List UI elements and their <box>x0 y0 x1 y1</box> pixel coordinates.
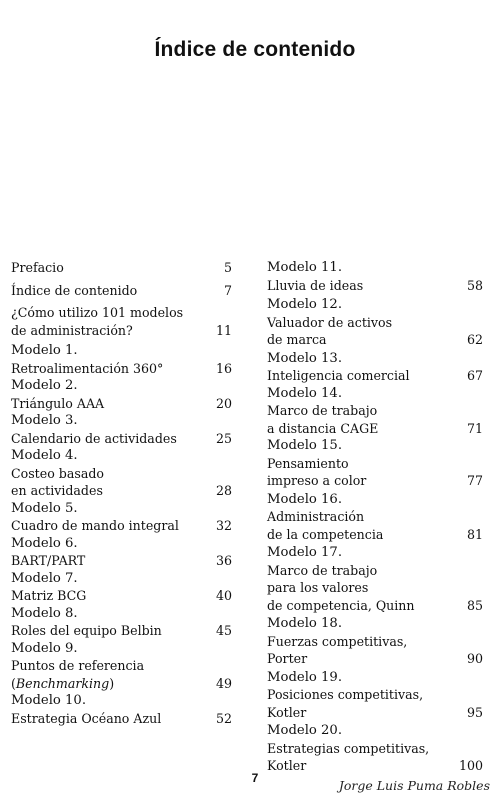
toc-entry <box>11 377 232 412</box>
toc-line <box>11 482 232 500</box>
toc-line <box>267 686 483 704</box>
page-ref: 100 <box>458 758 483 773</box>
page-number: 7 <box>251 771 259 785</box>
entry-title: de competencia, Quinn <box>267 597 415 613</box>
page-ref: 90 <box>466 651 483 666</box>
entry-title: Prefacio <box>11 260 64 275</box>
toc-entry <box>11 282 232 300</box>
page-ref: 28 <box>215 483 232 498</box>
toc-line <box>267 633 483 651</box>
entry-title: Valuador de activos <box>267 314 393 330</box>
entry-title: Calendario de actividades <box>11 430 177 446</box>
model-number: Modelo 2. <box>11 378 78 393</box>
page-ref: 71 <box>466 420 483 436</box>
entry-title: en actividades <box>11 483 103 498</box>
entry-title: Lluvia de ideas <box>267 277 364 293</box>
model-number: Modelo 12. <box>267 297 343 312</box>
model-number: Modelo 10. <box>11 693 87 708</box>
model-number: Modelo 18. <box>267 616 343 631</box>
toc-line <box>267 331 483 349</box>
model-number: Modelo 4. <box>11 448 78 463</box>
page-ref: 45 <box>215 623 232 638</box>
entry-title: para los valores <box>267 580 369 595</box>
entry-title: Fuerzas competitivas, <box>267 633 408 649</box>
entry-title: a distancia CAGE <box>267 420 379 436</box>
model-number: Modelo 15. <box>267 438 343 453</box>
page-ref: 52 <box>215 710 232 726</box>
toc-line <box>267 704 483 722</box>
entry-title: Matriz BCG <box>11 588 87 603</box>
toc-line <box>11 675 232 693</box>
page-ref: 11 <box>215 322 232 338</box>
paren-open: ( <box>11 675 16 691</box>
toc-line <box>267 455 483 473</box>
page-title: Índice de contenido <box>154 38 356 61</box>
toc-line <box>267 526 483 544</box>
toc-line <box>267 472 483 490</box>
page-ref: 25 <box>215 430 232 446</box>
author-name: Jorge Luis Puma Robles <box>338 778 490 793</box>
page-ref: 5 <box>223 260 232 275</box>
toc-entry <box>11 640 232 693</box>
page-ref: 16 <box>215 360 232 376</box>
toc-entry <box>267 350 483 385</box>
model-number: Modelo 14. <box>267 385 343 401</box>
toc-entry <box>11 570 232 605</box>
model-number: Modelo 5. <box>11 500 78 516</box>
entry-title: ¿Cómo utilizo 101 modelos <box>11 305 184 320</box>
toc-line <box>11 657 232 675</box>
model-number: Modelo 3. <box>11 413 78 428</box>
entry-title: Puntos de referencia <box>11 658 145 673</box>
toc-line <box>11 622 232 640</box>
toc-entry <box>267 259 483 294</box>
toc-entry <box>267 296 483 349</box>
toc-line <box>11 360 232 378</box>
toc-entry <box>11 304 232 339</box>
toc-entry <box>267 385 483 438</box>
toc-line <box>267 740 483 758</box>
toc-line <box>267 562 483 580</box>
page-ref: 49 <box>215 675 232 691</box>
toc-line <box>267 650 483 668</box>
toc-entry <box>11 342 232 377</box>
toc-line <box>11 282 232 300</box>
page-ref: 95 <box>466 704 483 720</box>
toc-entry <box>267 615 483 668</box>
model-number: Modelo 6. <box>11 535 78 551</box>
toc-line <box>11 587 232 605</box>
toc-line <box>267 597 483 615</box>
entry-title-italic: Benchmarking <box>15 675 110 691</box>
toc-line <box>11 710 232 728</box>
toc-line <box>267 277 483 295</box>
paren-close: ) <box>109 675 115 691</box>
toc-line <box>11 517 232 535</box>
toc-line <box>11 259 232 277</box>
entry-title: Roles del equipo Belbin <box>11 623 162 638</box>
toc-entry <box>267 491 483 544</box>
toc-entry <box>11 692 232 727</box>
page-ref: 40 <box>215 588 232 603</box>
toc-entry <box>11 605 232 640</box>
page-ref: 85 <box>466 597 483 613</box>
page-ref: 36 <box>215 553 232 568</box>
toc-line <box>11 304 232 322</box>
entry-title: de la competencia <box>267 526 384 542</box>
toc-line <box>267 579 483 597</box>
entry-title: Estrategias competitivas, <box>267 740 430 756</box>
model-number: Modelo 20. <box>267 723 343 738</box>
toc-line <box>11 322 232 340</box>
toc-line <box>267 314 483 332</box>
entry-title: Porter <box>267 651 308 666</box>
model-number: Modelo 17. <box>267 545 343 560</box>
entry-title: Inteligencia comercial <box>267 368 410 383</box>
toc-entry <box>11 447 232 500</box>
toc-entry <box>11 500 232 535</box>
toc-line <box>11 430 232 448</box>
page-ref: 20 <box>215 395 232 411</box>
toc-entry <box>267 669 483 722</box>
page-ref: 77 <box>466 473 483 488</box>
entry-title: BART/PART <box>11 553 86 568</box>
model-number: Modelo 16. <box>267 491 343 507</box>
toc-entry <box>11 259 232 277</box>
page-ref: 32 <box>215 518 232 533</box>
toc-entry <box>11 412 232 447</box>
entry-title: Pensamiento <box>267 455 349 471</box>
entry-title: Retroalimentación 360° <box>11 360 164 376</box>
toc-line <box>11 465 232 483</box>
model-number: Modelo 11. <box>267 260 343 275</box>
toc-line <box>267 420 483 438</box>
entry-title: Kotler <box>267 758 307 773</box>
model-number: Modelo 8. <box>11 605 78 621</box>
entry-title <box>11 675 114 693</box>
toc-column-right <box>267 259 483 775</box>
toc-line <box>267 367 483 385</box>
entry-title: Triángulo AAA <box>11 395 105 411</box>
toc-entry <box>267 437 483 490</box>
entry-title: de marca <box>267 332 327 347</box>
entry-title: Índice de contenido <box>11 282 138 298</box>
entry-title: de administración? <box>11 322 133 338</box>
entry-title: Posiciones competitivas, <box>267 687 424 702</box>
toc-line <box>11 395 232 413</box>
entry-title: Marco de trabajo <box>267 403 378 418</box>
entry-title: Costeo basado <box>11 465 104 481</box>
model-number: Modelo 13. <box>267 350 343 366</box>
toc-line <box>11 552 232 570</box>
toc-entry <box>11 535 232 570</box>
page-ref: 67 <box>466 368 483 383</box>
entry-title: impreso a color <box>267 473 367 488</box>
toc-line <box>267 402 483 420</box>
entry-title: Cuadro de mando integral <box>11 518 179 533</box>
toc-column-left <box>11 259 232 727</box>
model-number: Modelo 9. <box>11 640 78 656</box>
model-number: Modelo 7. <box>11 570 78 586</box>
entry-title: Marco de trabajo <box>267 562 378 578</box>
page-ref: 58 <box>466 277 483 293</box>
entry-title: Estrategia Océano Azul <box>11 710 162 726</box>
page-ref: 62 <box>466 332 483 347</box>
toc-entry <box>267 544 483 614</box>
toc-entry <box>267 722 483 775</box>
page-ref: 81 <box>466 526 483 542</box>
entry-title: Kotler <box>267 704 307 720</box>
entry-title: Administración <box>267 509 365 524</box>
model-number: Modelo 19. <box>267 669 343 685</box>
toc-line <box>267 508 483 526</box>
model-number: Modelo 1. <box>11 343 78 358</box>
page-ref: 7 <box>223 282 232 298</box>
